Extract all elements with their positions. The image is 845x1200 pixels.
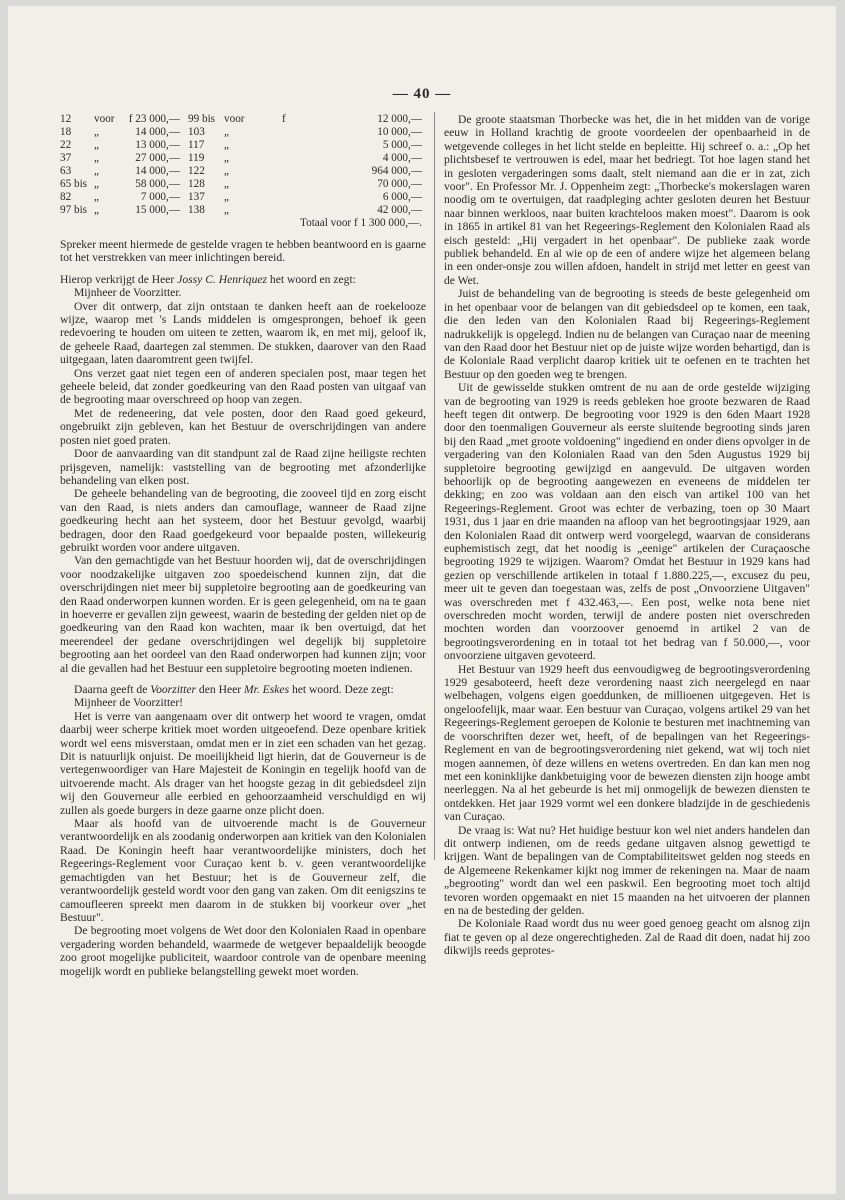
table-cell: 103 [188, 126, 205, 138]
table-row [60, 191, 422, 204]
document-page [8, 6, 836, 1194]
table-cell: 99 bis [188, 113, 216, 125]
table-cell: 122 [188, 165, 205, 177]
table-cell: 12 000,— [377, 113, 422, 125]
paragraph: Van den gemachtigde van het Bestuur hoorden wij, dat de overschrijdingen voor noodzakelijke uitgaven zoo spoedeischend kunnen zijn, dat die overschrijdingen niet meer bij suppletoire begrooting aan de goedkeuring van den Raad onderworpen kunnen worden. Er is geen gelegenheid, om na te gaan in hoeverre er gevallen zijn geweest, waarin de besteding der gelden niet op de goedkeuring van den Raad kon wachten, maar ik ben overtuigd, dat het meerendeel der gedane overschrijdingen wel degelijk bij suppletoire begrooting aan het oordeel van den Raad onderworpen had kunnen zijn; voor al die gevallen had het Bestuur een suppletoire begrooting moeten indienen. [60, 554, 426, 675]
paragraph: De Koloniale Raad wordt dus nu weer goed genoeg geacht om alsnog zijn fiat te geven op al deze ongerechtigheden. Zal de Raad dit doen, nadat hij zoo dikwijls reeds geprotes- [444, 917, 810, 958]
paragraph: De groote staatsman Thorbecke was het, die in het midden van de vorige eeuw in Holland krachtig de groote voordeelen der openbaarheid in de wetgevende colleges in het licht stelde en bepleitte. Hij schreef o. a.: „Op het plichtsbesef te vertrouwen is edel, maar het bedriegt. Tot hoe lagen stand het in gesloten vergaderingen soms daalt, stelt niemand aan die er in zat, zich voor". En Professor Mr. J. Oppenheim zegt: „Thorbecke's mokerslagen waren noodig om te overtuigen, dat raadpleging achter gesloten deuren het Bestuur naar binnen werkloos, naar buiten krachteloos maken moest". Daarom is ook in 1865 in artikel 81 van het Regeerings-Reglement den Kolonialen Raad als eisch gesteld: „Hij vergadert in het openbaar". De publieke zaak worde publiek behandeld. En al wie op de een of andere wijze het algemeen belang in een onder-onsje zou willen afdoen, handelt in strijd met letter en geest van de Wet. [444, 113, 810, 287]
table-cell: 18 [60, 126, 72, 138]
table-cell: „ [94, 165, 99, 177]
paragraph: Spreker meent hiermede de gestelde vragen te hebben beantwoord en is gaarne tot het verstrekken van meer inlichtingen bereid. [60, 238, 427, 265]
table-cell: 119 [188, 152, 205, 164]
table-cell: „ [94, 204, 99, 216]
table-cell: „ [224, 126, 229, 138]
table-cell [282, 204, 300, 217]
table-cell: 14 000,— [135, 165, 180, 177]
paragraph: Het Bestuur van 1929 heeft dus eenvoudigweg de begrootingsverordening 1929 gesaboteerd, heeft deze verordening naast zich neergelegd en naar welbehagen, volgens eigen goeddunken, de millioenen uitgegeven. Het is ongeloofelijk, maar waar. Een bestuur van Curaçao, volgens artikel 29 van het Regeerings-Reglement geroepen de Kolonie te besturen met inachtneming van de voorschriften dezer wet, heeft, of de bepalingen van het Regeerings-Reglement en van de begrootingsverordening niet gekend, wat wij toch niet mogen aannemen, òf deze willens en wetens overtreden. En dan kan men nog met een koninklijke dankbetuiging voor de bewezen diensten zijn hooge ambt neerleggen. Na al het gebeurde is het mij onmogelijk de bewezen diensten te ontdekken. Het jaar 1929 vormt wel een donkere bladzijde in de geschiedenis van Curaçao. [444, 662, 810, 824]
table-cell: 82 [60, 191, 72, 203]
table-cell: f 23 000,— [128, 113, 180, 125]
speaker-name: Mr. Eskes [244, 683, 290, 696]
table-row [60, 204, 422, 217]
table-cell: „ [224, 204, 229, 216]
table-cell: „ [224, 139, 229, 151]
table-cell: 37 [60, 152, 72, 164]
paragraph: De begrooting moet volgens de Wet door den Kolonialen Raad in openbare vergadering worden behandeld, waarmede de wetgever bepaaldelijk beoogde zoo groot mogelijke publiciteit, waardoor controle van de openbare meening mogelijk wordt en publieke belangstelling gewekt moet worden. [60, 924, 426, 978]
table-row [60, 165, 422, 178]
table-cell: 15 000,— [135, 204, 180, 216]
salutation: Mijnheer de Voorzitter. [74, 286, 182, 300]
paragraph: Hierop verkrijgt de Heer Jossy C. Henriquez het woord en zegt: [60, 272, 356, 286]
table-cell [282, 191, 300, 204]
table-cell: „ [94, 152, 99, 164]
table-cell: 128 [188, 178, 205, 190]
table-cell [282, 165, 300, 178]
speaker-role: Voorzitter [150, 683, 197, 696]
table-cell: f [282, 113, 286, 125]
table-row [60, 139, 422, 152]
salutation: Mijnheer de Voorzitter! [74, 696, 184, 710]
table-cell: 12 [60, 113, 72, 125]
table-cell [282, 178, 300, 191]
table-cell: 137 [188, 191, 205, 203]
table-cell: „ [224, 165, 229, 177]
table-cell [282, 126, 300, 139]
left-column [60, 113, 426, 978]
paragraph: Daarna geeft de Voorzitter den Heer Mr. Eskes het woord. Deze zegt: [74, 683, 394, 696]
right-column [444, 113, 810, 958]
table-cell: 65 bis [60, 178, 88, 190]
paragraph: Juist de behandeling van de begrooting is steeds de beste gelegenheid om in het openbaar voor de belangen van dit gebiedsdeel op te komen, een taak, die den leden van den Kolonialen Raad bij Regeerings-Reglement nadrukkelijk is opgelegd. Indien nu de belangen van Curaçao naar de meening van den Raad door het Bestuur niet op de juiste wijze worden behartigd, dan is de Koloniale Raad verplicht daarop kritiek uit te oefenen en te trachten het Bestuur op den goeden weg te brengen. [444, 287, 810, 381]
table-cell: 63 [60, 165, 72, 177]
table-cell: 964 000,— [371, 165, 422, 177]
table-cell: 117 [188, 139, 205, 151]
table-cell: 7 000,— [140, 191, 180, 203]
table-cell: 97 bis [60, 204, 88, 216]
table-cell: 70 000,— [377, 178, 422, 190]
table-row [60, 178, 422, 191]
table-row [60, 152, 422, 165]
table-cell: „ [94, 139, 99, 151]
table-cell: 13 000,— [135, 139, 180, 151]
paragraph: Ons verzet gaat niet tegen een of anderen specialen post, maar tegen het geheele beleid, dat zonder goedkeuring van den Raad posten van uitgaaf van de begrooting maar overschreed op hoop van zegen. [60, 366, 426, 407]
table-cell: „ [94, 126, 99, 138]
table-cell: 14 000,— [135, 126, 180, 138]
table-cell: „ [224, 152, 229, 164]
budget-table [60, 113, 422, 230]
speaker-name: Jossy C. Henriquez [177, 272, 268, 286]
paragraph: Maar als hoofd van de uitvoerende macht is de Gouverneur verantwoordelijk en als zoodanig onderworpen aan kritiek van den Kolonialen Raad. De Koningin heeft haar verantwoordelijke ministers, doch het Regeerings-Reglement voor Curaçao kent b. v. geen verantwoordelijke gemachtigden van het Bestuur; het is de Gouverneur zelf, die verantwoordelijk gesteld wordt voor den gang van zaken. Om dit eenigszins te camoufleeren spreekt men daarom in de stukken bij voorkeur over „het Bestuur". [60, 817, 426, 924]
paragraph: Door de aanvaarding van dit standpunt zal de Raad zijne heiligste rechten prijsgeven, namelijk: vaststelling van de begrooting met afzonderlijke behandeling van elken post. [60, 447, 426, 487]
paragraph: Het is verre van aangenaam over dit ontwerp het woord te vragen, omdat daarbij weer scherpe kritiek moet worden uitgeoefend. Deze openbare kritiek wordt wel eens misverstaan, omdat men er in ziet een schaden van het gezag. Dit is natuurlijk onjuist. De moeilijkheid ligt hierin, dat de Gouverneur is de vertegenwoordiger van Hare Majesteit de Koningin en tegelijk hoofd van de uitvoerende macht. Als drager van het hoogste gezag in dit gebiedsdeel zijn wij den Gouverneur alle eerbied en gehoorzaamheid verschuldigd en wij zullen als goede burgers in deze gaarne onze plicht doen. [60, 709, 426, 817]
paragraph: De geheele behandeling van de begrooting, die zooveel tijd en zorg eischt van den Raad, is niets anders dan camouflage, wanneer de Raad zijne goedkeuring hecht aan het systeem, door het Bestuur gevolgd, waarbij bedragen, door den Raad goedgekeurd voor bepaalde posten, willekeurig gebruikt worden voor andere uitgaven. [60, 487, 426, 554]
table-cell [282, 152, 300, 165]
table-total-row [60, 217, 422, 230]
table-cell: „ [94, 191, 99, 203]
table-cell [282, 139, 300, 152]
table-cell: 138 [188, 204, 205, 216]
table-cell: voor [94, 113, 115, 125]
page-number: — 40 — [392, 86, 452, 102]
table-total: Totaal voor f 1 300 000,—. [300, 217, 422, 229]
table-row [60, 113, 422, 126]
table-cell: 4 000,— [382, 152, 422, 164]
table-cell: 27 000,— [135, 152, 180, 164]
table-cell: 58 000,— [135, 178, 180, 190]
table-cell: „ [94, 178, 99, 190]
table-row [60, 126, 422, 139]
table-cell: 22 [60, 139, 72, 151]
table-cell: voor [224, 113, 245, 125]
table-cell: 6 000,— [382, 191, 422, 203]
table-cell: „ [224, 178, 229, 190]
paragraph: Uit de gewisselde stukken omtrent de nu aan de orde gestelde wijziging van de begrooting van 1929 is reeds gebleken hoe groote bezwaren de Raad heeft tegen dit ontwerp. De begrooting voor 1929 is den 6den Maart 1928 door den toenmaligen Gouverneur als eerste sluitende begrooting sinds jaren bij den Raad „met groote voldoening" ingediend en onder diens opvolger in de vergadering van den Kolonialen Raad van den 5den Augustus 1929 bij suppletoire begrooting gewijzigd en aangevuld. De uitgaven worden behoorlijk op de begrooting aangewezen en eveneens de middelen ter dekking; en zoo was voldaan aan den eisch van artikel 100 van het Regeerings-Reglement. Groot was echter de verbazing, toen op 30 Maart 1931, dus 1 jaar en drie maanden na afloop van het begrootingsjaar 1929, aan den Kolonialen Raad dit ontwerp werd voorgelegd, waarvan de considerans euphemistisch zegt, dat het noodig is „eenige" artikelen der Curaçaosche begrooting 1929 te wijzigen. Waarom? Omdat het Bestuur in 1929 kans had gezien op verschillende artikelen in totaal f 1.880.225,—, excusez du peu, meer uit te geven dan toegestaan was, zelfs de post „Onvoorziene Uitgaven" was overschreden met f 432.463,—. Een post, welke nota bene niet overschreden mocht worden, terwijl de andere posten niet overschreden mochten worden dan voorzoover genoemd in artikel 2 van de begrootingsverordening en in totaal tot het bedrag van f 50.000,—, voor onvoorziene uitgaven gevoteerd. [444, 381, 810, 663]
table-cell: „ [224, 191, 229, 203]
paragraph: De vraag is: Wat nu? Het huidige bestuur kon wel niet anders handelen dan dit ontwerp indienen, om de reeds gedane uitgaven alsnog gewettigd te krijgen. Want de bepalingen van de Comptabiliteitswet gelden nog steeds en de Algemeene Rekenkamer kijkt nog immer de rekeningen na. Maar de naam „begrooting" wordt dan wel een paskwil. Een begrooting moet toch altijd tevoren worden opgemaakt en niet 15 maanden na het uitvoeren der plannen en na de besteding der gelden. [444, 823, 810, 917]
paragraph: Over dit ontwerp, dat zijn ontstaan te danken heeft aan de roekelooze wijze, waarop met 's Lands middelen is omgesprongen, behoef ik geen redevoering te houden om uiteen te zetten, waarom ik, en met mij, geloof ik, de geheele Raad, daartegen zal stemmen. De stukken, daarover van den Raad uitgegaan, laten daaromtrent geen twijfel. [60, 299, 426, 367]
paragraph: Met de redeneering, dat vele posten, door den Raad goed gekeurd, ongebruikt zijn gebleven, kan het Bestuur de overschrijdingen van andere posten niet goed praten. [60, 406, 426, 447]
column-divider [434, 112, 435, 860]
table-cell: 5 000,— [382, 139, 422, 151]
table-cell: 10 000,— [377, 126, 422, 138]
table-cell: 42 000,— [377, 204, 422, 216]
